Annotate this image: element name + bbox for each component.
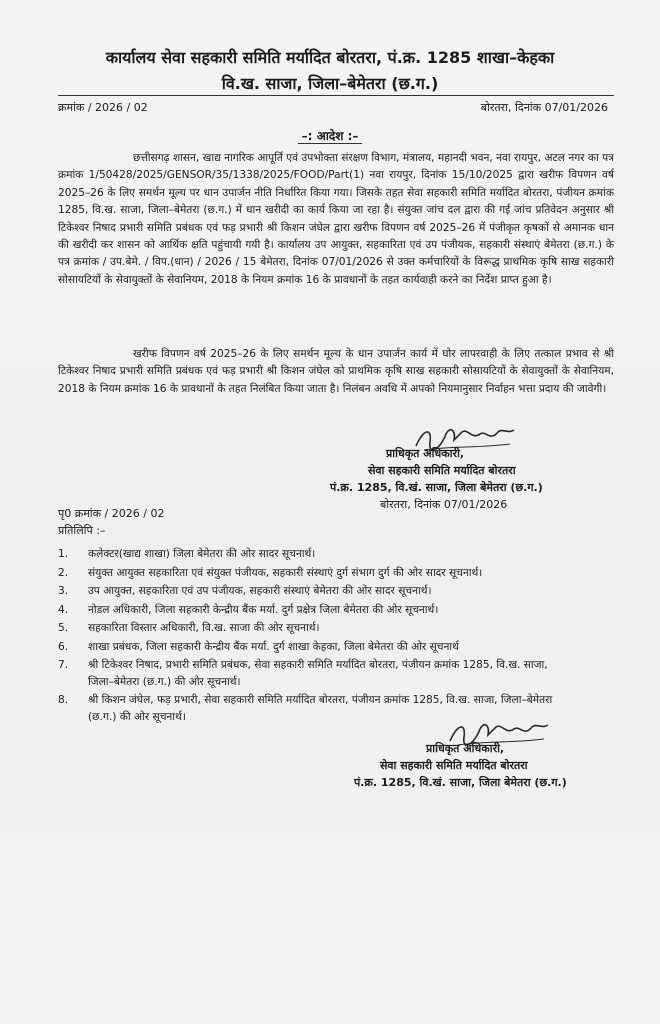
order-paragraph-2: खरीफ विपणन वर्ष 2025–26 के लिए समर्थन मूल्य के धान उपार्जन कार्य में घोर लापरवाही के लिए तत्काल प्रभाव से श्री टिकेश्वर निषाद प्रभारी समिति प्रबंधक एवं फड़ प्रभारी श्री किशन जंघेल को प्राथमिक कृषि साख सहकारी सोसायटियों के सेवायुक्तों के सेवानियम, 2018 के नियम क्रमांक 16 के प्रावधानों के तहत निलंबित किया जाता है। निलंबन अवधि में अपको नियमानुसार निर्वाहन भत्ता प्रदाय की जावेगी। (58, 348, 614, 395)
copy-recipient-list (58, 546, 558, 727)
copy-recipient-item (58, 602, 558, 619)
signature-block-1 (330, 445, 543, 513)
copy-recipient-number: 5. (58, 622, 69, 634)
copy-recipient-text: श्री किशन जंघेल, फड़ प्रभारी, सेवा सहकारी समिति मर्यादित बोरतरा, पंजीयन क्रमांक 1285, वि.ख. साजा, जिला–बेमेतरा (छ.ग.) की ओर सूचनार्थ। (88, 694, 553, 723)
header-divider (58, 95, 614, 96)
copy-recipient-text: नोडल अधिकारी, जिला सहकारी केन्द्रीय बैंक मर्या. दुर्ग प्रक्षेत्र जिला बेमेतरा की ओर सूचनार्थ। (88, 603, 439, 616)
copy-label: प्रतिलिपि :– (58, 524, 106, 537)
copy-recipient-item (58, 546, 558, 563)
sig1-address: पं.क्र. 1285, वि.खं. साजा, जिला बेमेतरा (छ.ग.) (330, 481, 543, 494)
office-header-line1: कार्यालय सेवा सहकारी समिति मर्यादित बोरतरा, पं.क्र. 1285 शाखा–केहका (105, 48, 555, 67)
copy-recipient-number: 7. (58, 659, 69, 671)
copy-recipient-item (58, 583, 558, 600)
sig1-designation: प्राधिकृत अधिकारी, (386, 447, 465, 460)
copy-recipient-item (58, 565, 558, 582)
copy-recipient-text: कलेक्टर(खाद्य शाखा) जिला बेमेतरा की ओर सादर सूचनार्थ। (88, 548, 316, 560)
copy-recipient-item (58, 639, 558, 656)
reference-row (58, 100, 608, 115)
order-paragraph-1: छत्तीसगढ़ शासन, खाद्य नागरिक आपूर्ति एवं उपभोक्ता संरक्षण विभाग, मंत्रालय, महानदी भवन, नवा रायपुर, अटल नगर का पत्र क्रमांक 1/50428/2025/GENSOR/35/1338/2025/FOOD/Part(1) नवा रायपुर, दिनांक 15/10/2025 द्वारा खरीफ विपणन वर्ष 2025–26 के लिए समर्थन मूल्य पर धान उपार्जन नीति निर्धारित किया गया। जिसके तहत सेवा सहकारी समिति मर्यादित बोरतरा, पंजीयन क्रमांक 1285, वि.ख. साजा, जिला–बेमेतरा (छ.ग.) में धान खरीदी का कार्य किया जा रहा है। संयुक्त जांच दल द्वारा की गई जांच प्रतिवेदन अनुसार श्री टिकेश्वर निषाद प्रभारी समिति प्रबंधक एवं फड़ प्रभारी श्री किशन जंघेल द्वारा खरीफ विपणन वर्ष 2025–26 में पंजीकृत कृषकों से अमानक धान की खरीदी कर शासन को आर्थिक क्षति पहुंचायी गयी है। कार्यालय उप आयुक्त, सहकारिता एवं उप पंजीयक, सहकारी संस्थाएं बेमेतरा (छ.ग.) के पत्र क्रमांक / उप.बेमे. / विप.(धान) / 2026 / 15 बेमेतरा, दिनांक 07/01/2026 से उक्त कर्मचारियों के विरूद्ध प्राथमिक कृषि साख सहकारी सोसायटियों के सेवायुक्तों के सेवानियम, 2018 के नियम क्रमांक 16 के प्रावधानों के तहत कार्यवाही करने का निर्देश प्राप्त हुआ है। (58, 152, 614, 286)
sig2-designation: प्राधिकृत अधिकारी, (426, 742, 505, 755)
sig1-organization: सेवा सहकारी समिति मर्यादित बोरतरा (368, 464, 516, 477)
sig2-organization: सेवा सहकारी समिति मर्यादित बोरतरा (380, 759, 528, 772)
reference-number: क्रमांक / 2026 / 02 (58, 101, 148, 114)
copy-recipient-item (58, 620, 558, 637)
sig1-place-date: बोरतरा, दिनांक 07/01/2026 (380, 498, 508, 511)
signature-block-2 (354, 740, 567, 791)
copy-recipient-text: उप आयुक्त, सहकारिता एवं उप पंजीयक, सहकारी संस्थाएं बेमेतरा की ओर सादर सूचनार्थ। (88, 585, 432, 597)
copy-recipient-number: 2. (58, 566, 69, 579)
copy-recipient-number: 3. (58, 585, 69, 597)
copy-recipient-text: शाखा प्रबंधक, जिला सहकारी केन्द्रीय बैंक मर्या. दुर्ग शाखा केहका, जिला बेमेतरा की ओर सूचनार्थ (88, 640, 459, 653)
copy-recipient-text: श्री टिकेश्वर निषाद, प्रभारी समिति प्रबंधक, सेवा सहकारी समिति मर्यादित बोरतरा, पंजीयन क्रमांक 1285, वि.ख. साजा, जिला–बेमेतरा (छ.ग.) की ओर सूचनार्थ। (88, 659, 548, 688)
copy-recipient-number: 4. (58, 603, 69, 616)
copy-reference (58, 505, 164, 539)
order-title-text: –: आदेश :– (298, 129, 363, 144)
copy-reference-number: पृ0 क्रमांक / 2026 / 02 (58, 507, 165, 520)
copy-recipient-number: 6. (58, 640, 69, 653)
sig2-address: पं.क्र. 1285, वि.खं. साजा, जिला बेमेतरा (छ.ग.) (354, 776, 567, 789)
place-date: बोरतरा, दिनांक 07/01/2026 (480, 101, 608, 114)
office-header-line2: वि.ख. साजा, जिला–बेमेतरा (छ.ग.) (221, 74, 439, 93)
copy-recipient-item (58, 657, 558, 690)
copy-recipient-text: संयुक्त आयुक्त सहकारिता एवं संयुक्त पंजीयक, सहकारी संस्थाएं दुर्ग संभाग दुर्ग की ओर सादर सूचनार्थ। (88, 566, 483, 579)
copy-recipient-text: सहकारिता विस्तार अधिकारी, वि.ख. साजा की ओर सूचनार्थ। (88, 622, 320, 634)
copy-recipient-number: 1. (58, 548, 69, 560)
order-title (0, 127, 660, 144)
copy-recipient-number: 8. (58, 694, 69, 706)
